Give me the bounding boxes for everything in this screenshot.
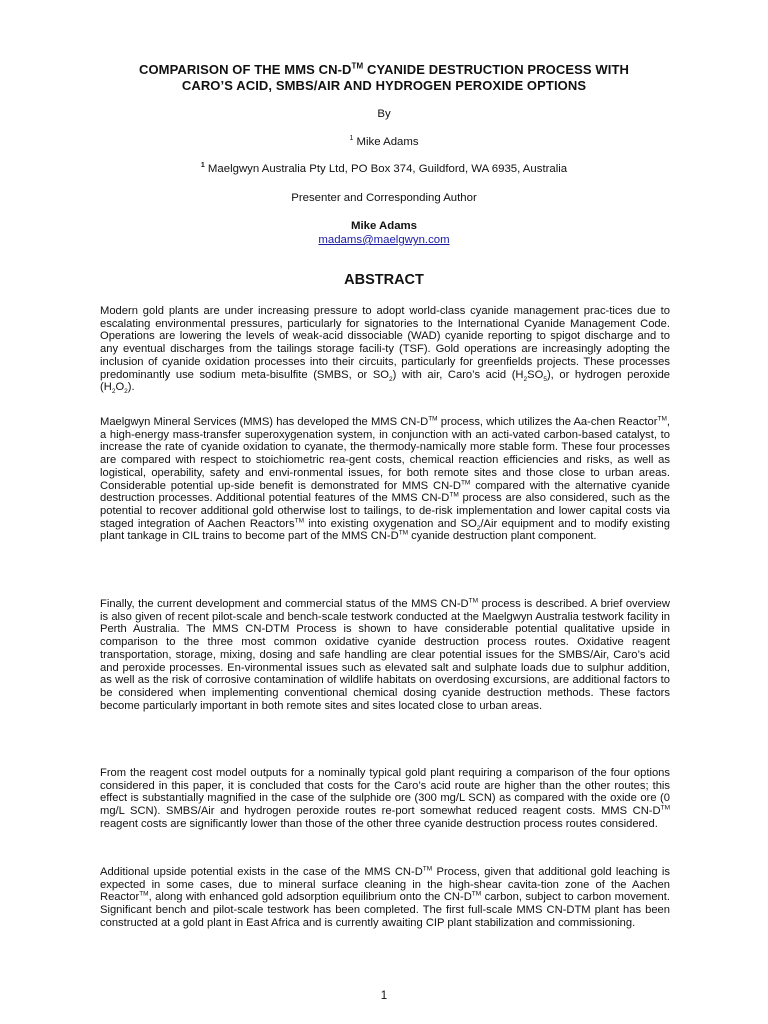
author-line: $^1$ Mike Adams <box>349 135 419 148</box>
presenter-label: Presenter and Corresponding Author <box>291 192 477 204</box>
abstract-paragraph-4: From the reagent cost model outputs for a nominally typical gold plant requiring a comparison of the four options considered in this paper, it is concluded that costs for the Caro’s acid route are higher than the other routes; this effect is substantially magnified in the case of the sulphide ore (300 mg/L SCN) as compared with the oxide ore (0 mg/L SCN). SMBS/Air and hydrogen peroxide routes re-port somewhat reduced reagent costs. MMS CN-D™ reagent costs are significantly lower than those of the other three cyanide destruction process routes considered. <box>100 767 670 830</box>
paper-title: COMPARISON OF THE MMS CN-D™ CYANIDE DESTRUCTION PROCESS WITH CARO’S ACID, SMBS/AIR AND HYDROGEN PEROXIDE OPTIONS <box>138 61 630 93</box>
abstract-paragraph-1: Modern gold plants are under increasing pressure to adopt world-class cyanide management prac-tices due to escalating environmental pressures, particularly for signatories to the International Cyanide Management Code. Operations are lowering the levels of weak-acid dissociable (WAD) cyanide reporting to spigot discharge and to any eventual discharges from the tailings storage facili-ty (TSF). Gold operations are increasingly adopting the inclusion of cyanide oxidation processes into their circuits, particularly for greenfields projects. These processes predominantly use sodium meta-bisulfite (SMBS, or $SO_2$) with air, Caro’s acid $(H_2SO_5)$, or hydrogen peroxide $(H_2O_2)$. <box>100 305 671 396</box>
presenter-name: Mike Adams <box>350 220 418 232</box>
abstract-paragraph-3: Finally, the current development and commercial status of the MMS CN-D™ process is described. A brief overview is also given of recent pilot-scale and bench-scale testwork conducted at the Maelgwyn Australia testwork facility in Perth Australia. The MMS CN-DTM Process is shown to have considerable potential qualitative upside in comparison to the three most common oxidative cyanide destruction process routes. Oxidative reagent transportation, storage, mixing, dosing and safe handling are clear potential issues for the SMBS/Air, Caro’s acid and peroxide processes. En-vironmental issues such as elevated salt and sulphate loads due to sulphur addition, as well as the risk of corrosive contamination of wildlife habitats on overdosing excursions, are additional factors to be considered when implementing conventional chemical dosing cyanide destruction methods. These factors become particularly important in both remote sites and sites located close to urban areas. <box>100 597 670 712</box>
abstract-paragraph-5: Additional upside potential exists in the case of the MMS CN-D™ Process, given that additional gold leaching is expected in some cases, due to mineral surface cleaning in the high-shear cavita-tion zone of the Aachen Reactor™, along with enhanced gold adsorption equilibrium onto the CN-D™ carbon, subject to carbon movement. Significant bench and pilot-scale testwork has been completed. The first full-scale MMS CN-DTM plant has been constructed at a gold plant in East Africa and is currently awaiting CIP plant stabilization and commissioning. <box>100 865 670 929</box>
email-line <box>100 233 668 247</box>
email-link[interactable]: madams@maelgwyn.com <box>318 234 450 246</box>
abstract-heading: ABSTRACT <box>344 272 424 288</box>
affiliation-line: $^1$ Maelgwyn Australia Pty Ltd, PO Box 374, Guildford, WA 6935, Australia <box>200 162 568 175</box>
paper-page <box>100 0 671 1024</box>
abstract-paragraph-2: Maelgwyn Mineral Services (MMS) has developed the MMS CN-D™ process, which utilizes the Aa-chen Reactor™, a high-energy mass-transfer superoxygenation system, in conjunction with an acti-vated carbon-based catalyst, to increase the rate of cyanide oxidation to cyanate, the thermody-namically more stable form. These four processes are compared with respect to stoichiometric rea-gent costs, chemical reaction efficiencies and risks, as well as logistical, operability, safety and envi-ronmental issues, for both remote sites and those close to urban areas. Considerable potential up-side benefit is demonstrated for MMS CN-D™ compared with the alternative cyanide destruction processes. Additional potential features of the MMS CN-D™ process are also considered, such as the potential to recover additional gold otherwise lost to tailings, to de-risk implementation and lower capital costs via staged integration of Aachen Reactors™ into existing oxygenation and $SO_2$/Air equipment and to modify existing plant tankage in CIL trains to become part of the MMS CN-D™ cyanide destruction plant component. <box>100 415 671 543</box>
by-line: By <box>377 108 391 120</box>
page-number: 1 <box>380 990 388 1002</box>
